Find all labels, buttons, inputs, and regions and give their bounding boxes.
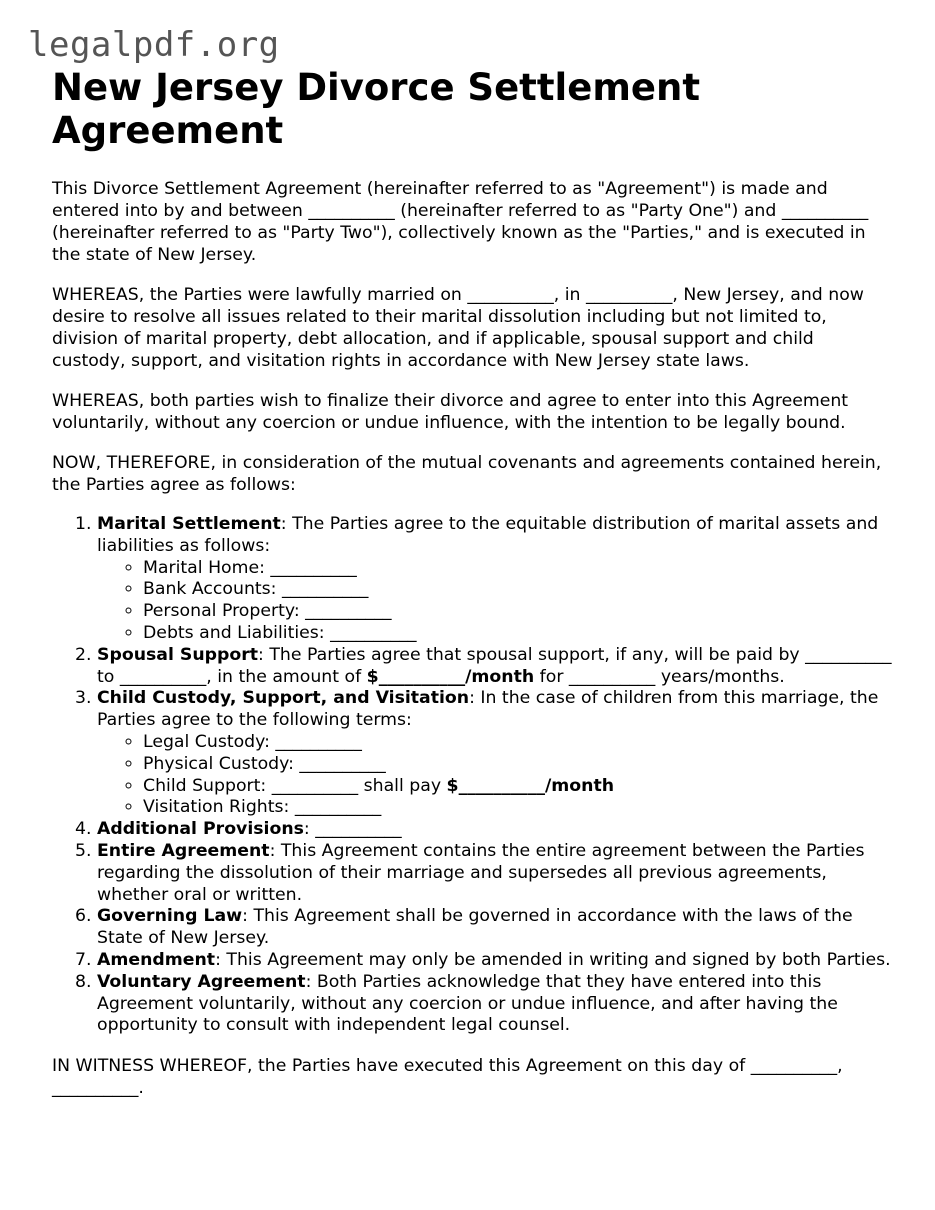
term-heading: Entire Agreement [97, 840, 270, 861]
term-heading: Amendment [97, 949, 216, 970]
watermark: legalpdf.org [28, 25, 280, 65]
term-heading: Spousal Support [97, 644, 259, 665]
sub-item: ◦ Legal Custody: __________ [143, 732, 892, 754]
term-amendment [97, 950, 892, 972]
term-heading: Governing Law [97, 906, 243, 927]
term-heading: Voluntary Agreement [97, 971, 306, 992]
marital-sublist [97, 558, 892, 645]
sub-item: ◦ Bank Accounts: __________ [143, 579, 892, 601]
term-governing-law [97, 906, 892, 950]
witness-paragraph: IN WITNESS WHEREOF, the Parties have executed this Agreement on this day of __________, __________. [52, 1056, 843, 1099]
term-heading: Marital Settlement [97, 514, 281, 534]
support-amount: $__________/month [366, 666, 535, 687]
sub-item: ◦ Personal Property: __________ [143, 601, 892, 623]
term-heading: Child Custody, Support, and Visitation [97, 688, 470, 709]
whereas-paragraph-1: WHEREAS, the Parties were lawfully married on __________, in __________, New Jersey, and now desire to resolve all issues related to their marital dissolution including but not limited to, division of marital property, debt allocation, and if applicable, spousal support and child custody, support, and visitation rights in accordance with New Jersey state laws. [52, 285, 864, 371]
sub-item-text: Child Support: __________ shall pay [143, 775, 447, 796]
term-text: : __________ [303, 819, 402, 840]
sub-item: ◦ Physical Custody: __________ [143, 754, 892, 776]
term-marital-settlement [97, 514, 892, 645]
document-title: New Jersey Divorce Settlement Agreement [52, 66, 701, 152]
term-text: : The Parties agree to the equitable distribution of marital assets and liabilities as follows: [97, 514, 879, 556]
term-text: for __________ years/months. [534, 666, 785, 687]
term-child-custody [97, 688, 892, 819]
term-entire-agreement [97, 841, 892, 906]
sub-item: ◦ Visitation Rights: __________ [143, 797, 892, 819]
terms-list [52, 514, 892, 1037]
term-text: : This Agreement may only be amended in writing and signed by both Parties. [215, 949, 891, 970]
child-sublist [97, 732, 892, 819]
sub-item: ◦ Debts and Liabilities: __________ [143, 623, 892, 645]
now-therefore-paragraph: NOW, THEREFORE, in consideration of the mutual covenants and agreements contained herein, the Parties agree as follows: [52, 453, 882, 495]
term-text: : Both Parties acknowledge that they have entered into this Agreement voluntarily, without any coercion or undue influence, and after having the opportunity to consult with independent legal counsel. [97, 971, 838, 1036]
term-text: : This Agreement shall be governed in accordance with the laws of the State of New Jersey. [97, 906, 853, 949]
term-voluntary-agreement [97, 972, 892, 1037]
term-spousal-support [97, 645, 892, 689]
term-heading: Additional Provisions [97, 819, 304, 840]
child-support-amount: $__________/month [446, 775, 615, 796]
sub-item: ◦ Marital Home: __________ [143, 558, 892, 580]
term-text: : The Parties agree that spousal support, if any, will be paid by __________ to __________, in the amount of [97, 644, 892, 687]
sub-item [143, 776, 892, 798]
whereas-paragraph-2: WHEREAS, both parties wish to finalize their divorce and agree to enter into this Agreement voluntarily, without any coercion or undue influence, with the intention to be legally bound. [52, 391, 849, 433]
intro-paragraph: This Divorce Settlement Agreement (hereinafter referred to as "Agreement") is made and entered into by and between __________ (hereinafter referred to as "Party One") and __________ (hereinafter referred to as "Party Two"), collectively known as the "Parties," and is executed in the state of New Jersey. [52, 179, 869, 265]
term-text: : This Agreement contains the entire agreement between the Parties regarding the dissolution of their marriage and supersedes all previous agreements, whether oral or written. [97, 840, 865, 905]
term-text: : In the case of children from this marriage, the Parties agree to the following terms: [97, 688, 879, 731]
term-additional-provisions [97, 819, 892, 841]
document-page [52, 66, 892, 1117]
